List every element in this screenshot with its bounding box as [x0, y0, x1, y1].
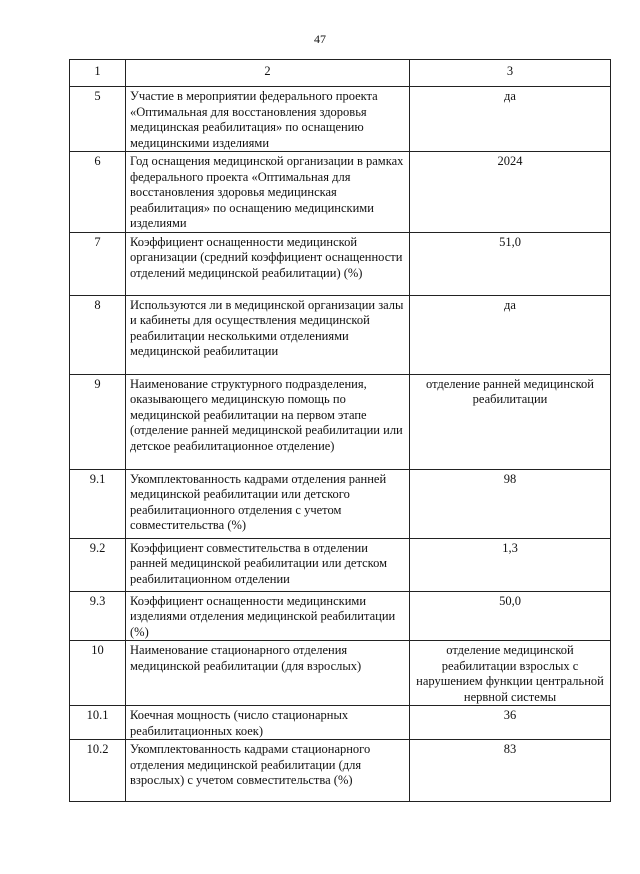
row-indicator: Используются ли в медицинской организации залы и кабинеты для осуществления медицинской реабилитации несколькими отделениями медицинской реабилитации: [126, 295, 410, 374]
table-row: [70, 374, 611, 469]
row-value: 2024: [410, 152, 611, 233]
table-row: [70, 469, 611, 538]
row-indicator: Коэффициент оснащенности медицинской организации (средний коэффициент оснащенности отделений медицинской реабилитации) (%): [126, 232, 410, 295]
row-number: 7: [70, 232, 126, 295]
table-header-row: [70, 60, 611, 87]
table-row: [70, 152, 611, 233]
row-number: 10: [70, 641, 126, 706]
row-number: 6: [70, 152, 126, 233]
row-number: 9.2: [70, 538, 126, 591]
row-value: отделение медицинской реабилитации взрослых с нарушением функции центральной нервной системы: [410, 641, 611, 706]
row-indicator: Наименование структурного подразделения, оказывающего медицинскую помощь по медицинской реабилитации на первом этапе (отделение ранней медицинской реабилитации или детское реабилитационное отделение): [126, 374, 410, 469]
row-number: 9: [70, 374, 126, 469]
row-value: да: [410, 87, 611, 152]
row-value: отделение ранней медицинской реабилитации: [410, 374, 611, 469]
row-indicator: Наименование стационарного отделения медицинской реабилитации (для взрослых): [126, 641, 410, 706]
table-row: [70, 538, 611, 591]
row-indicator: Коэффициент оснащенности медицинскими изделиями отделения медицинской реабилитации (%): [126, 591, 410, 641]
table-row: [70, 641, 611, 706]
page-number: 47: [314, 32, 326, 46]
row-number: 10.2: [70, 740, 126, 802]
row-value: 1,3: [410, 538, 611, 591]
row-indicator: Год оснащения медицинской организации в рамках федерального проекта «Оптимальная для восстановления здоровья медицинская реабилитация» по оснащению медицинскими изделиями: [126, 152, 410, 233]
row-number: 9.3: [70, 591, 126, 641]
row-number: 10.1: [70, 706, 126, 740]
row-number: 8: [70, 295, 126, 374]
row-value: 51,0: [410, 232, 611, 295]
row-indicator: Участие в мероприятии федерального проекта «Оптимальная для восстановления здоровья медицинская реабилитация» по оснащению медицинскими изделиями: [126, 87, 410, 152]
row-value: 83: [410, 740, 611, 802]
row-number: 5: [70, 87, 126, 152]
row-indicator: Коэффициент совместительства в отделении ранней медицинской реабилитации или детском реабилитационном отделении: [126, 538, 410, 591]
table-row: [70, 740, 611, 802]
header-col-2: 2: [126, 60, 410, 87]
row-number: 9.1: [70, 469, 126, 538]
header-col-1: 1: [70, 60, 126, 87]
row-indicator: Укомплектованность кадрами отделения ранней медицинской реабилитации или детского реабилитационного отделения с учетом совместительства (%): [126, 469, 410, 538]
row-indicator: Укомплектованность кадрами стационарного отделения медицинской реабилитации (для взрослых) с учетом совместительства (%): [126, 740, 410, 802]
row-value: 36: [410, 706, 611, 740]
row-value: да: [410, 295, 611, 374]
header-col-3: 3: [410, 60, 611, 87]
row-indicator: Коечная мощность (число стационарных реабилитационных коек): [126, 706, 410, 740]
document-table: [69, 59, 611, 802]
table-row: [70, 87, 611, 152]
table-row: [70, 232, 611, 295]
table-row: [70, 295, 611, 374]
row-value: 50,0: [410, 591, 611, 641]
row-value: 98: [410, 469, 611, 538]
table-row: [70, 591, 611, 641]
table-row: [70, 706, 611, 740]
